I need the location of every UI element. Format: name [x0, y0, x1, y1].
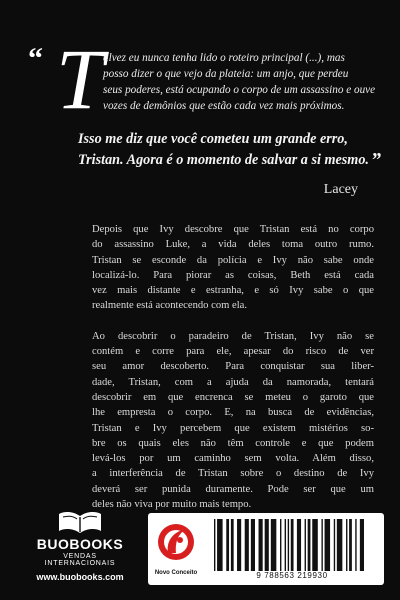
barcode-bar — [237, 519, 241, 571]
barcode-bar — [312, 519, 318, 571]
barcode-bar — [321, 519, 322, 571]
publisher-name: BUOBOOKS — [36, 536, 124, 552]
barcode-bar — [231, 519, 234, 571]
barcode-bar — [280, 519, 281, 571]
barcode-bar — [285, 519, 286, 571]
barcode-bar — [337, 519, 343, 571]
barcode-bar — [251, 519, 255, 571]
close-quote-mark: ” — [370, 149, 381, 171]
novo-conceito-icon — [156, 520, 196, 564]
epigraph — [28, 31, 381, 198]
epigraph-line: alvez eu nunca tenha lido o roteiro principal (...), mas — [103, 52, 345, 64]
synopsis-line: deverá ser punida duramente. Pode ser que um — [92, 483, 374, 495]
epigraph-text — [103, 50, 393, 114]
imprint-name: Novo Conceito — [154, 570, 198, 576]
synopsis-line: dade, Tristan, com a ajuda da namorada, tentará — [92, 376, 374, 388]
publisher-subtitle: VENDAS INTERNACIONAIS — [44, 553, 116, 567]
barcode-bar — [360, 519, 364, 571]
barcode — [212, 519, 368, 571]
synopsis-line: seu amor descoberto. Para conquistar sua liber- — [92, 361, 374, 373]
synopsis-line: lhe empresta o corpo. E, na busca de evidências, — [92, 407, 374, 419]
synopsis-line: vez mais distante e estranha, e só Ivy sabe o que — [92, 285, 374, 297]
synopsis-line: bre os quais eles não têm controle e que podem — [92, 437, 374, 449]
synopsis-line: Tristan e Ivy percebem que existem mistérios so- — [92, 422, 374, 434]
barcode-bar — [305, 519, 306, 571]
imprint-logo — [154, 520, 198, 580]
synopsis-paragraph-2 — [92, 329, 374, 513]
barcode-bar — [355, 519, 356, 571]
synopsis-line: realmente está acontecendo com ela. — [92, 300, 247, 312]
publisher-url: www.buobooks.com — [36, 572, 124, 582]
highlight-line: Isso me diz que você cometeu um grande erro, — [78, 131, 348, 147]
barcode-number: 9 788563 219930 — [256, 571, 328, 580]
drop-cap-letter: T — [56, 31, 104, 127]
epigraph-line: vozes de demônios que estão cada vez mais próximos. — [103, 100, 345, 112]
barcode-panel — [148, 513, 384, 585]
synopsis — [92, 222, 374, 527]
barcode-bar — [226, 519, 229, 571]
synopsis-line: Depois que Ivy descobre que Tristan está no corpo — [92, 224, 374, 235]
highlight-line — [78, 149, 400, 170]
barcode-bar — [217, 519, 223, 571]
highlight-line-text: Tristan. Agora é o momento de salvar a si mesmo. — [78, 152, 369, 168]
barcode-bar — [214, 519, 215, 571]
barcode-bar — [334, 519, 335, 571]
barcode-bar — [346, 519, 347, 571]
open-quote-mark: “ — [28, 42, 43, 75]
barcode-bar — [259, 519, 263, 571]
synopsis-line: contém e corre para ele, apesar do risco de ver — [92, 346, 374, 358]
epigraph-line: posso dizer o que vejo da plateia: um anjo, que perdeu — [103, 68, 349, 80]
barcode-bar — [349, 519, 352, 571]
synopsis-line: localizá-lo. Para piorar as coisas, Beth está cada — [92, 269, 374, 281]
synopsis-paragraph-1 — [92, 222, 374, 314]
barcode-bar — [308, 519, 311, 571]
synopsis-line: descobrir em que encrenca se meteu o garoto que — [92, 391, 374, 403]
barcode-bar — [297, 519, 301, 571]
barcode-bar — [245, 519, 249, 571]
synopsis-line: levá-los por um caminho sem volta. Além disso, — [92, 453, 374, 465]
barcode-bar — [291, 519, 294, 571]
epigraph-highlight — [78, 130, 400, 170]
barcode-bar — [325, 519, 331, 571]
epigraph-author: Lacey — [323, 182, 358, 197]
synopsis-line: a interferência de Tristan sobre o destino de Ivy — [92, 468, 374, 480]
synopsis-line: deles não viva por muito mais tempo. — [92, 499, 252, 511]
barcode-bar — [288, 519, 289, 571]
barcode-bar — [271, 519, 277, 571]
open-book-icon — [57, 510, 103, 534]
synopsis-line: Ao descobrir o paradeiro de Tristan, Ivy não se — [92, 330, 374, 342]
epigraph-line: seus poderes, está ocupando o corpo de um assassino e ouve — [103, 84, 376, 96]
synopsis-line: Tristan se esconde da polícia e Ivy não sabe onde — [92, 254, 374, 266]
publisher-logo — [30, 510, 130, 590]
barcode-bar — [265, 519, 269, 571]
synopsis-line: do assassino Luke, a vida deles toma outro rumo. — [92, 239, 374, 251]
